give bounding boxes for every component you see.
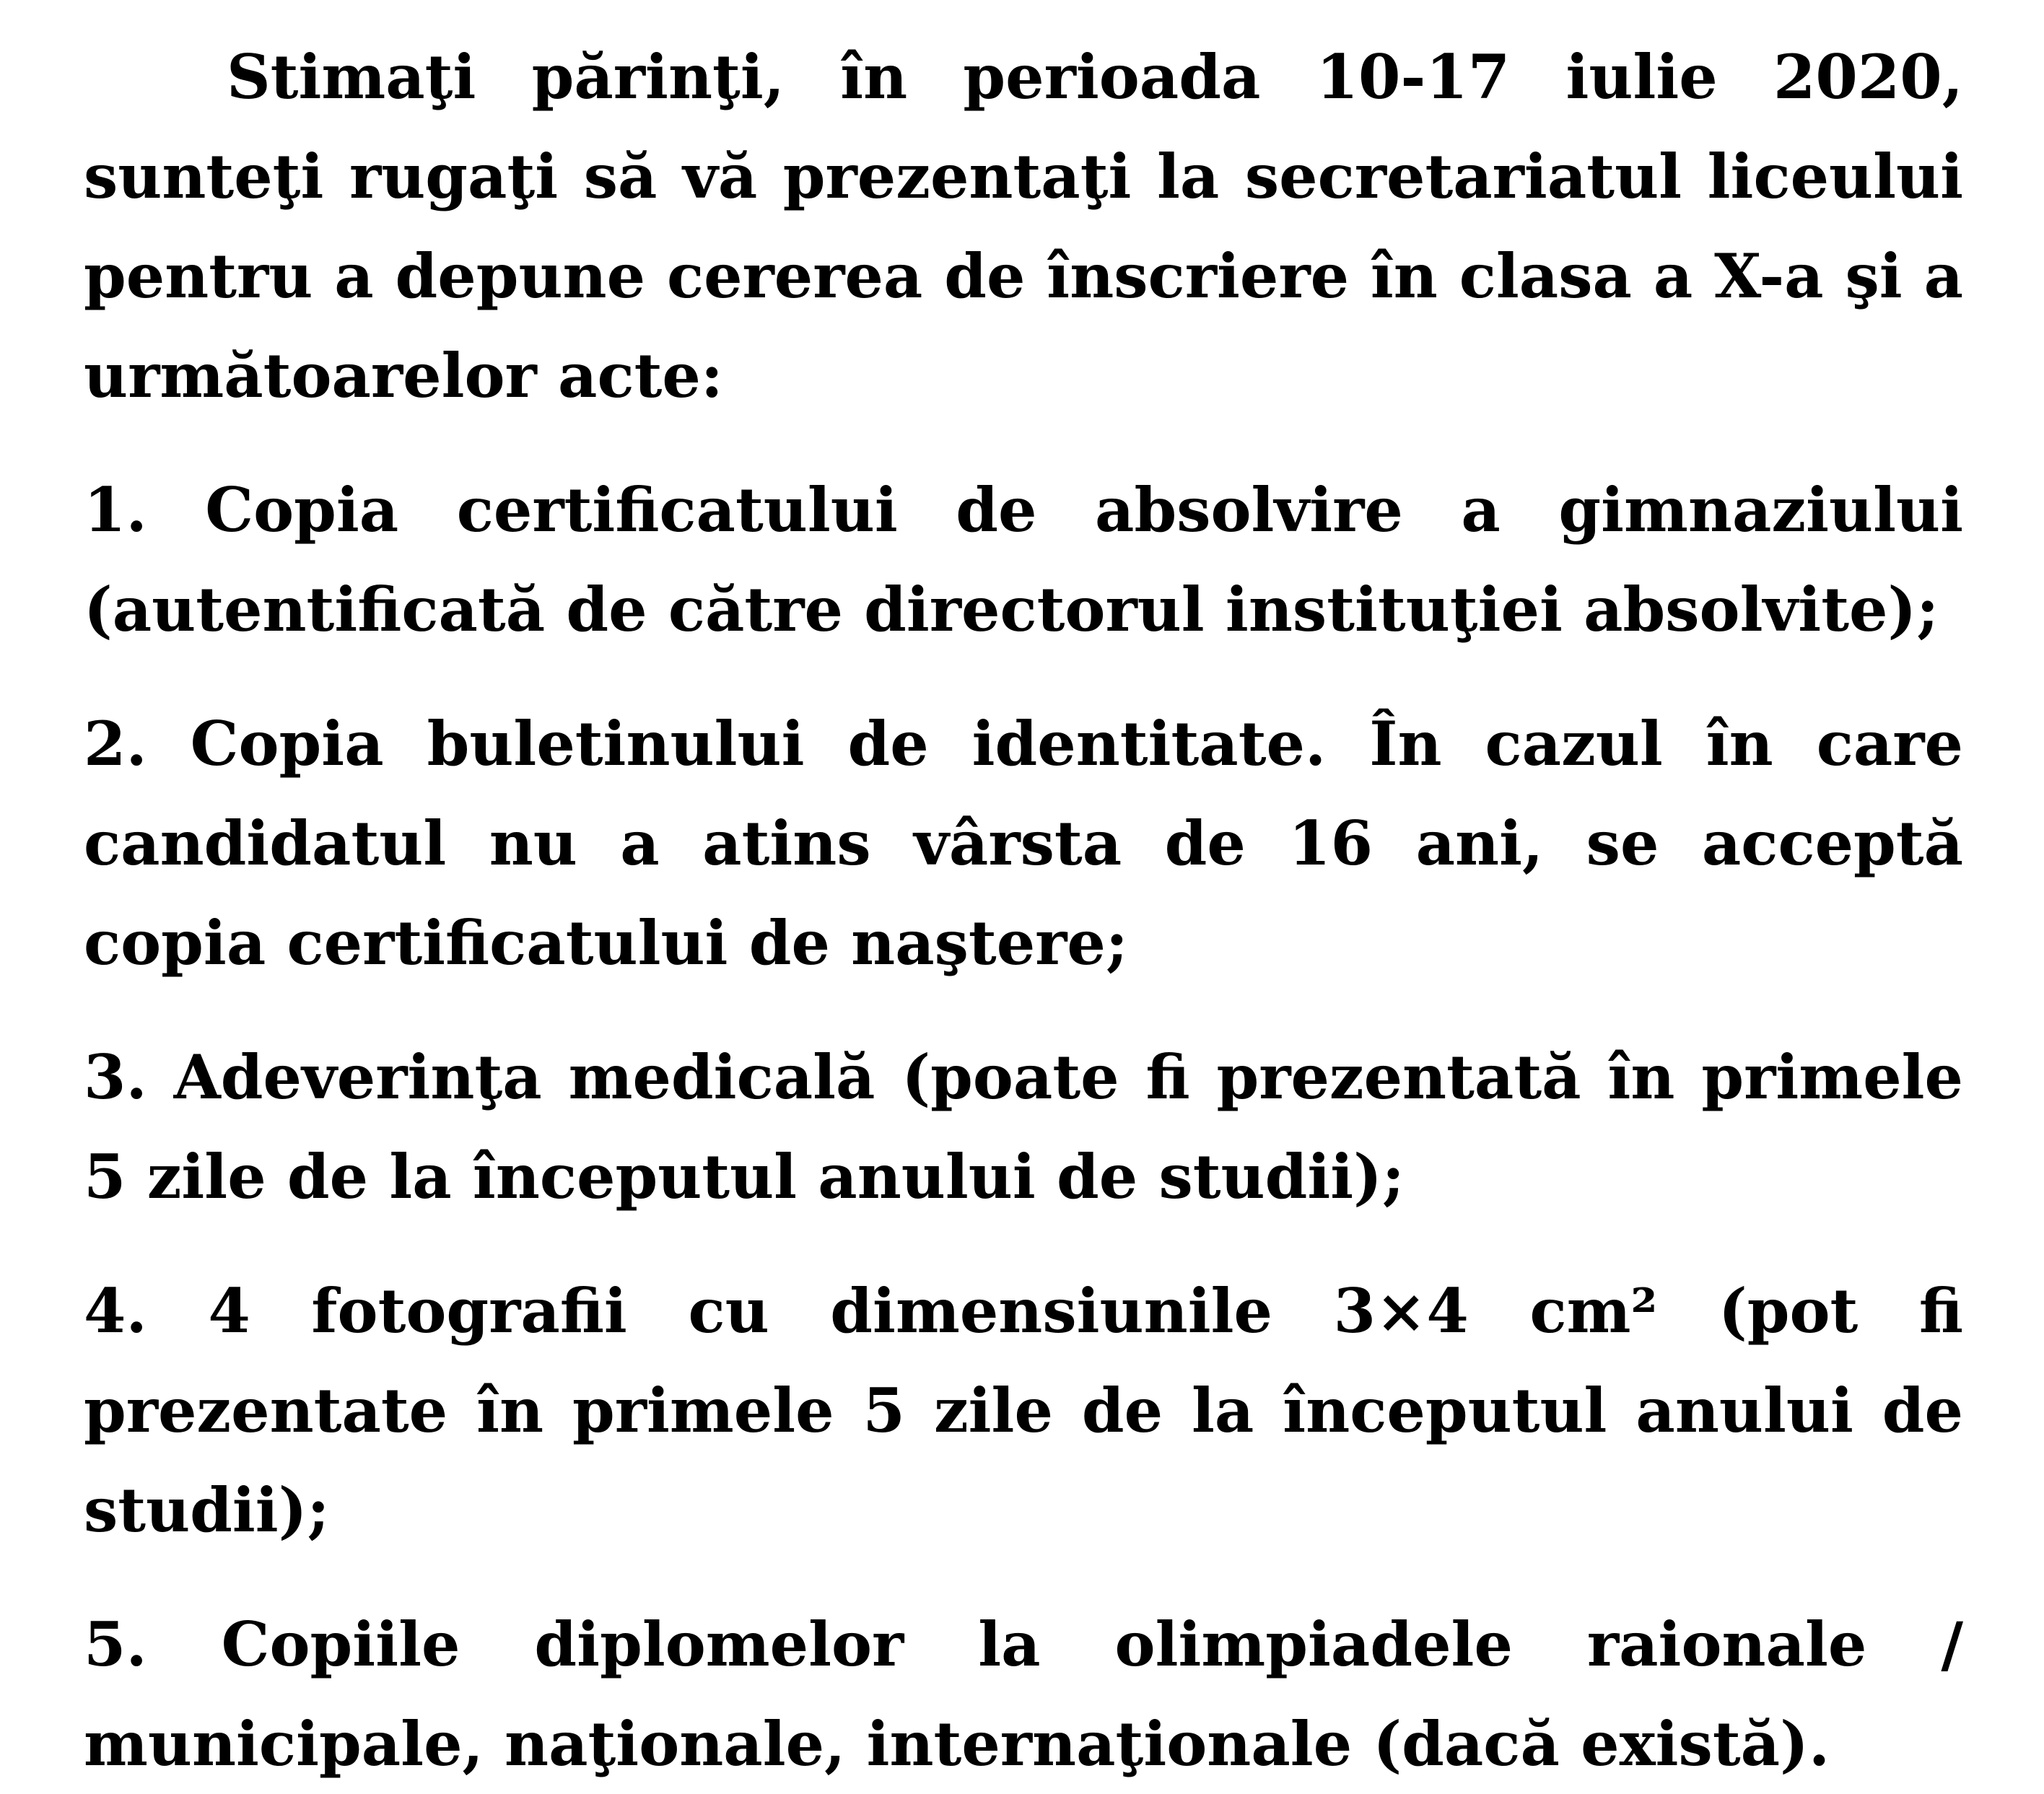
requirement-item-4: 4. 4 fotografii cu dimensiunile 3×4 cm² (pot fi prezentate în primele 5 zile de la începutul anului de studii); (84, 1275, 1963, 1546)
requirement-item-5: 5. Copiile diplomelor la olimpiadele raionale / municipale, naţionale, internaţionale (dacă există). (84, 1609, 1963, 1780)
requirement-item-2: 2. Copia buletinului de identitate. În cazul în care candidatul nu a atins vârsta de 16 ani, se acceptă copia certificatului de naştere; (84, 708, 1963, 979)
intro-paragraph: Stimaţi părinţi, în perioada 10-17 iulie 2020, sunteţi rugaţi să vă prezentaţi la secretariatul liceului pentru a depune cererea de înscriere în clasa a X-a şi a următoarelor acte: (84, 41, 1963, 411)
requirement-item-1: 1. Copia certificatului de absolvire a gimnaziului (autentificată de către directorul instituţiei absolvite); (84, 474, 1963, 645)
requirement-item-3: 3. Adeverinţa medicală (poate fi prezentată în primele 5 zile de la începutul anului de studii); (84, 1041, 1963, 1212)
document-page (84, 27, 1963, 1794)
